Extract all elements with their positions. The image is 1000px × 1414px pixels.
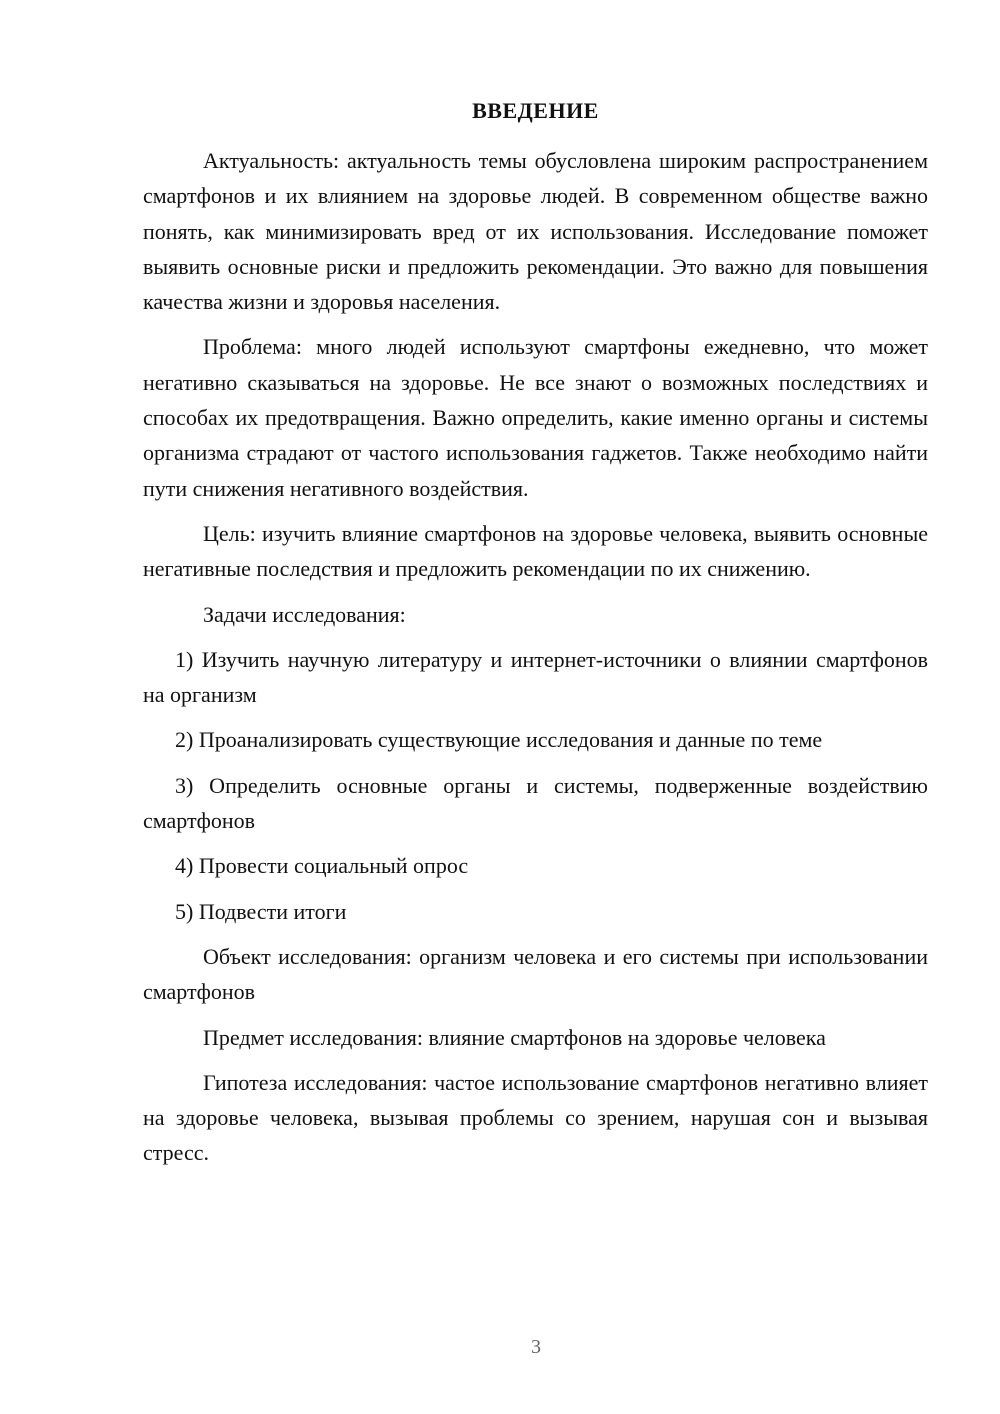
- paragraph-problem: Проблема: много людей используют смартфоны ежедневно, что может негативно сказываться на здоровье. Не все знают о возможных последствиях и способах их предотвращения. Важно определить, какие именно органы и системы организма страдают от частого использования гаджетов. Также необходимо найти пути снижения негативного воздействия.: [143, 334, 928, 501]
- list-item-task-2: 2) Проанализировать существующие исследования и данные по теме: [175, 727, 823, 753]
- paragraph-object: Объект исследования: организм человека и его системы при использовании смартфонов: [143, 943, 928, 1005]
- section-title: ВВЕДЕНИЕ: [472, 98, 599, 123]
- list-item-task-1: 1) Изучить научную литературу и интернет-источники о влиянии смартфонов на организм: [143, 646, 928, 708]
- paragraph-hypothesis: Гипотеза исследования: частое использование смартфонов негативно влияет на здоровье человека, вызывая проблемы со зрением, нарушая сон и вызывая стресс.: [143, 1069, 928, 1166]
- body-text: [143, 143, 928, 1181]
- paragraph-subject: Предмет исследования: влияние смартфонов на здоровье человека: [203, 1024, 826, 1050]
- list-item-task-4: 4) Провести социальный опрос: [175, 853, 469, 879]
- page-number: 3: [531, 1336, 541, 1358]
- list-item-task-3: 3) Определить основные органы и системы, подверженные воздействию смартфонов: [143, 772, 928, 834]
- paragraph-goal: Цель: изучить влияние смартфонов на здоровье человека, выявить основные негативные последствия и предложить рекомендации по их снижению.: [143, 520, 928, 582]
- list-item-task-5: 5) Подвести итоги: [175, 898, 347, 924]
- paragraph-tasks-heading: Задачи исследования:: [203, 601, 406, 627]
- paragraph-relevance: Актуальность: актуальность темы обусловлена широким распространением смартфонов и их влиянием на здоровье людей. В современном обществе важно понять, как минимизировать вред от их использования. Исследование поможет выявить основные риски и предложить рекомендации. Это важно для повышения качества жизни и здоровья населения.: [143, 148, 928, 315]
